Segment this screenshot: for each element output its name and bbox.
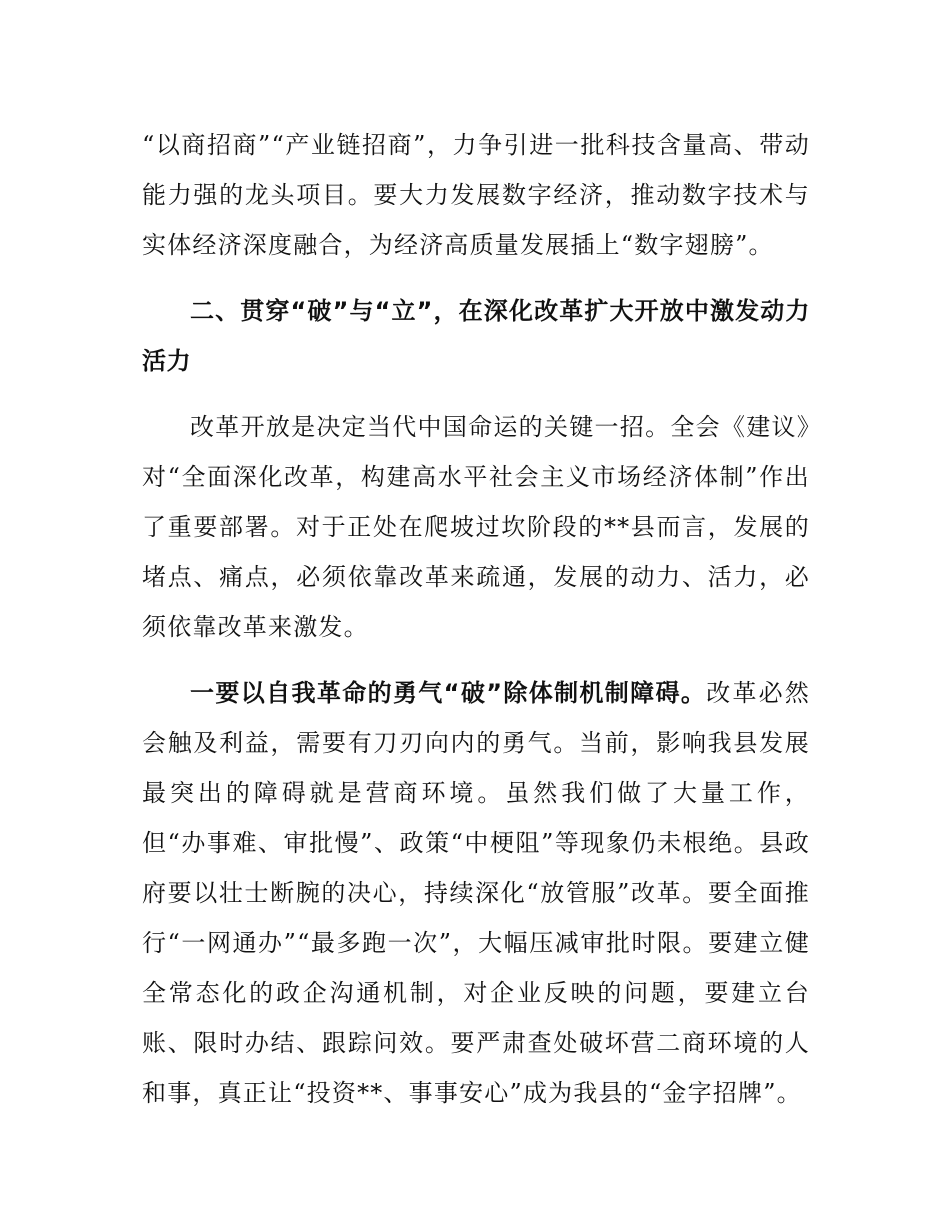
paragraph-gap [142, 386, 810, 402]
document-page [142, 120, 810, 1118]
paragraph-body-text: 改革必然会触及利益，需要有刀刃向内的勇气。当前，影响我县发展最突出的障碍就是营商环境。虽然我们做了大量工作，但“办事难、审批慢”、政策“中梗阻”等现象仍未根绝。县政府要以壮士断腕的决心，持续深化“放管服”改革。要全面推行“一网通办”“最多跑一次”，大幅压减审批时限。要建立健全常态化的政企沟通机制，对企业反映的问题，要建立台账、限时办结、跟踪问效。要严肃查处破坏营二商环境的人和事，真正让“投资**、事事安心”成为我县的“金字招牌”。 [142, 679, 810, 1107]
paragraph-continuation: “以商招商”“产业链招商”，力争引进一批科技含量高、带动能力强的龙头项目。要大力发展数字经济，推动数字技术与实体经济深度融合，为经济高质量发展插上“数字翅膀”。 [142, 131, 810, 259]
paragraph-break-barriers [142, 668, 810, 1118]
section-heading: 二、贯穿“破”与“立”，在深化改革扩大开放中激发动力活力 [142, 297, 810, 375]
paragraph-lead-sentence: 一要以自我革命的勇气“破”除体制机制障碍。 [190, 679, 707, 707]
paragraph-gap [142, 270, 810, 286]
paragraph-reform-intro: 改革开放是决定当代中国命运的关键一招。全会《建议》对“全面深化改革，构建高水平社会主义市场经济体制”作出了重要部署。对于正处在爬坡过坎阶段的**县而言，发展的堵点、痛点，必须依靠改革来疏通，发展的动力、活力，必须依靠改革来激发。 [142, 413, 810, 641]
paragraph-gap [142, 652, 810, 668]
